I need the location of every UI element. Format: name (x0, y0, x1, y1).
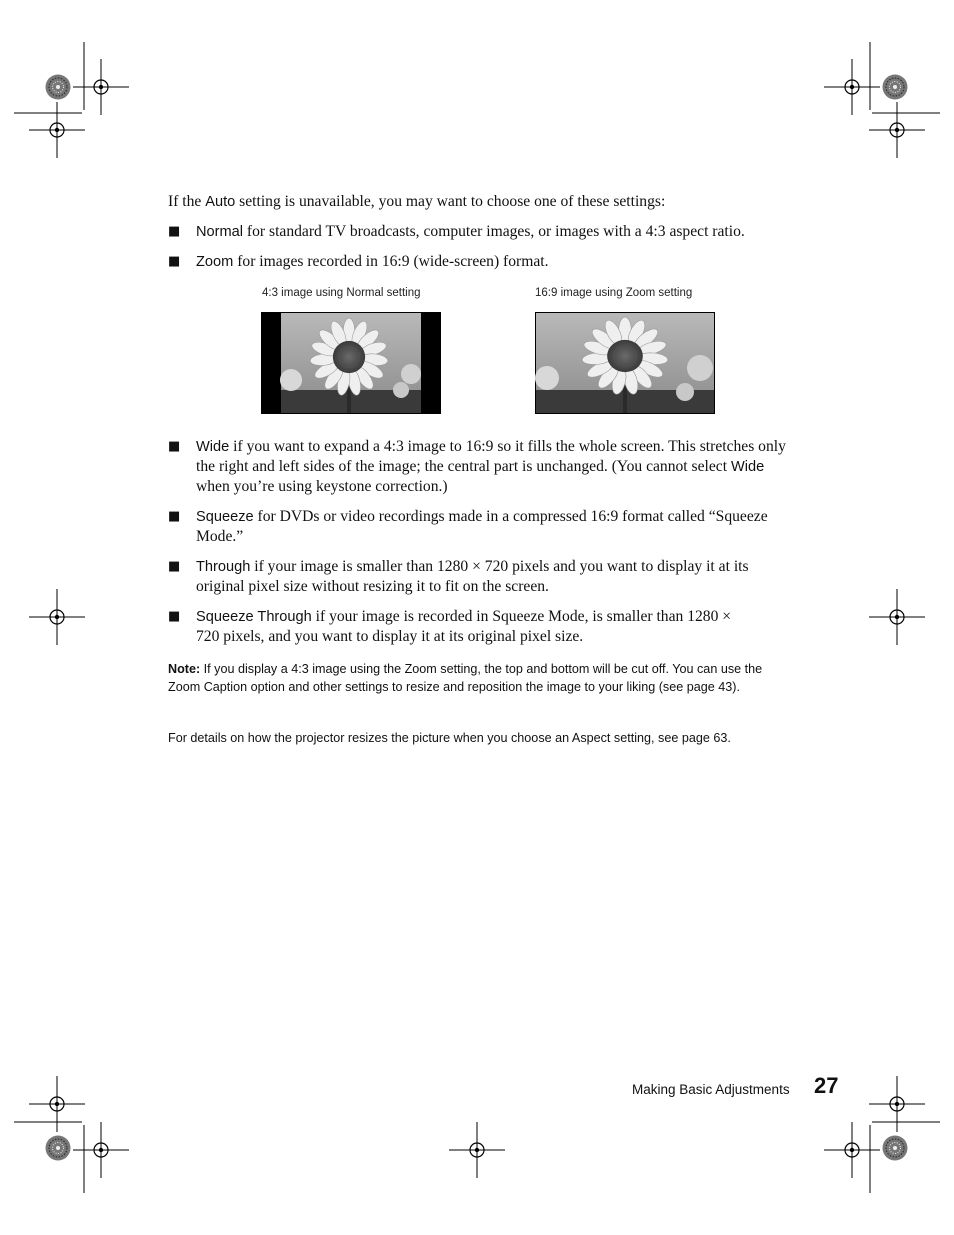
note-paragraph (168, 661, 768, 696)
sunflower-normal-image (261, 312, 441, 414)
setting-keyword: Squeeze Through (196, 609, 312, 625)
bullet-icon: ■ (168, 609, 181, 624)
crosshair-icon (449, 1122, 505, 1178)
color-target-icon (883, 1136, 908, 1161)
intro-prefix: If the (168, 193, 206, 210)
setting-keyword: Zoom (196, 254, 234, 270)
color-target-icon (46, 75, 71, 100)
crosshair-icon (824, 1122, 880, 1178)
page-number: 27 (814, 1073, 839, 1098)
setting-keyword: Through (196, 559, 251, 575)
note-label: Note: (168, 662, 201, 676)
bullet-icon: ■ (168, 509, 181, 524)
bullet-text: if your image is recorded in Squeeze Mode, is smaller than 1280 × 720 pixels, and you want to display it at its original pixel size. (196, 608, 732, 645)
section-title: Making Basic Adjustments (632, 1082, 790, 1097)
details-paragraph: For details on how the projector resizes the picture when you choose an Aspect setting, see page 63. (168, 731, 731, 745)
crosshair-icon (29, 102, 85, 158)
note-text: If you display a 4:3 image using the Zoom setting, the top and bottom will be cut off. You can use the Zoom Caption option and other settings to resize and reposition the image to your liking (see page 43). (168, 662, 763, 694)
crosshair-icon (29, 589, 85, 645)
sunflower-zoom-image (535, 312, 715, 414)
bullet-text: if you want to expand a 4:3 image to 16:9 so it fills the whole screen. This stretches only the right and left sides of the image; the central part is unchanged. (You cannot select (196, 438, 786, 475)
crosshair-icon (73, 1122, 129, 1178)
figure-caption: 16:9 image using Zoom setting (535, 287, 693, 299)
intro-paragraph (168, 192, 788, 212)
bullet-icon: ■ (168, 224, 181, 239)
intro-suffix: setting is unavailable, you may want to choose one of these settings: (235, 193, 666, 210)
setting-keyword: Squeeze (196, 509, 254, 525)
bullet-icon: ■ (168, 559, 181, 574)
bullet-icon: ■ (168, 439, 181, 454)
intro-keyword: Auto (205, 194, 236, 210)
crosshair-icon (73, 59, 129, 115)
color-target-icon (46, 1136, 71, 1161)
bullet-text: for standard TV broadcasts, computer images, or images with a 4:3 aspect ratio. (243, 223, 745, 240)
crosshair-icon (869, 1076, 925, 1132)
setting-keyword: Wide (196, 439, 230, 455)
setting-keyword: Wide (730, 459, 765, 475)
setting-keyword: Normal (196, 224, 244, 240)
bullet-text: when you’re using keystone correction.) (196, 478, 448, 495)
color-target-icon (883, 75, 908, 100)
bullet-icon: ■ (168, 254, 181, 269)
bullet-text: if your image is smaller than 1280 × 720 pixels and you want to display it at its original pixel size without resizing it to fit on the screen. (196, 558, 749, 595)
crosshair-icon (29, 1076, 85, 1132)
crosshair-icon (824, 59, 880, 115)
bullet-text: for DVDs or video recordings made in a compressed 16:9 format called “Squeeze Mode.” (196, 508, 768, 545)
crosshair-icon (869, 102, 925, 158)
figure-caption: 4:3 image using Normal setting (262, 287, 421, 299)
bullet-text: for images recorded in 16:9 (wide-screen) format. (233, 253, 549, 270)
crosshair-icon (869, 589, 925, 645)
